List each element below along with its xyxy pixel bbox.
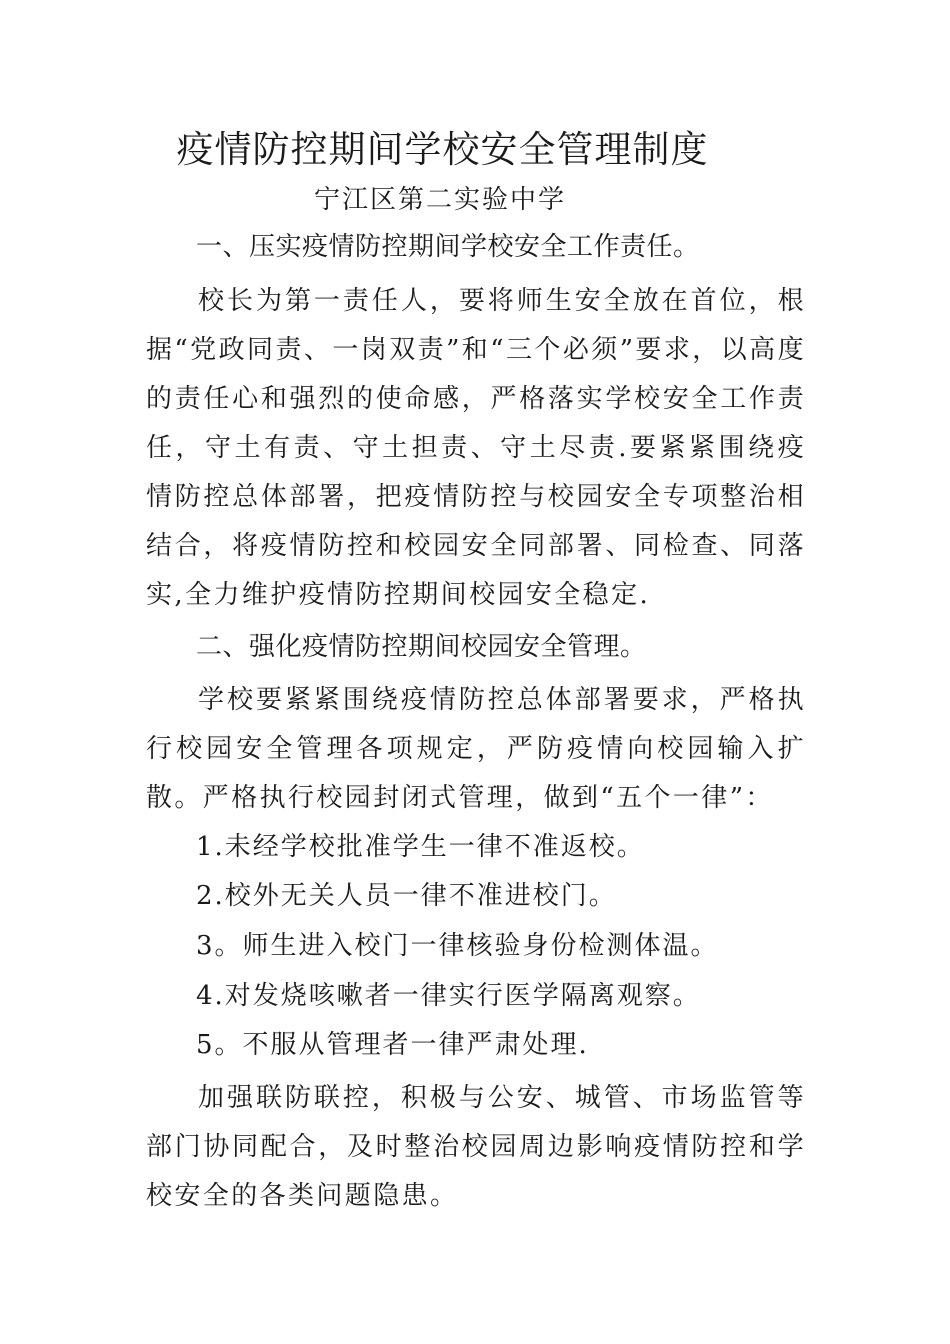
rule-item-4: 4.对发烧咳嗽者一律实行医学隔离观察。 xyxy=(196,981,701,1011)
school-name: 宁江区第二实验中学 xyxy=(313,185,566,215)
rule-item-1: 1.未经学校批准学生一律不准返校。 xyxy=(196,832,645,862)
rule-item-3: 3。师生进入校门一律核验身份检测体温。 xyxy=(196,931,719,961)
section-1-heading: 一、压实疫情防控期间学校安全工作责任。 xyxy=(196,232,700,262)
rule-item-5: 5。不服从管理者一律严肃处理. xyxy=(196,1030,589,1060)
section-2-heading: 二、强化疫情防控期间校园安全管理。 xyxy=(196,632,647,662)
section-2-intro: 学校要紧紧围绕疫情防控总体部署要求，严格执行校园安全管理各项规定，严防疫情向校园输入扩散。严格执行校园封闭式管理，做到“五个一律”： xyxy=(146,685,806,813)
rule-item-2: 2.校外无关人员一律不准进校门。 xyxy=(196,881,617,911)
document-title: 疫情防控期间学校安全管理制度 xyxy=(176,128,709,171)
section-2-closing: 加强联防联控，积极与公安、城管、市场监管等部门协同配合，及时整治校园周边影响疫情防控和学校安全的各类问题隐患。 xyxy=(146,1083,806,1211)
section-1-body: 校长为第一责任人，要将师生安全放在首位，根据“党政同责、一岗双责”和“三个必须”要求，以高度的责任心和强烈的使命感，严格落实学校安全工作责任，守土有责、守土担责、守土尽责.要紧紧围绕疫情防控总体部署，把疫情防控与校园安全专项整治相结合，将疫情防控和校园安全同部署、同检查、同落实,全力维护疫情防控期间校园安全稳定. xyxy=(146,286,806,610)
